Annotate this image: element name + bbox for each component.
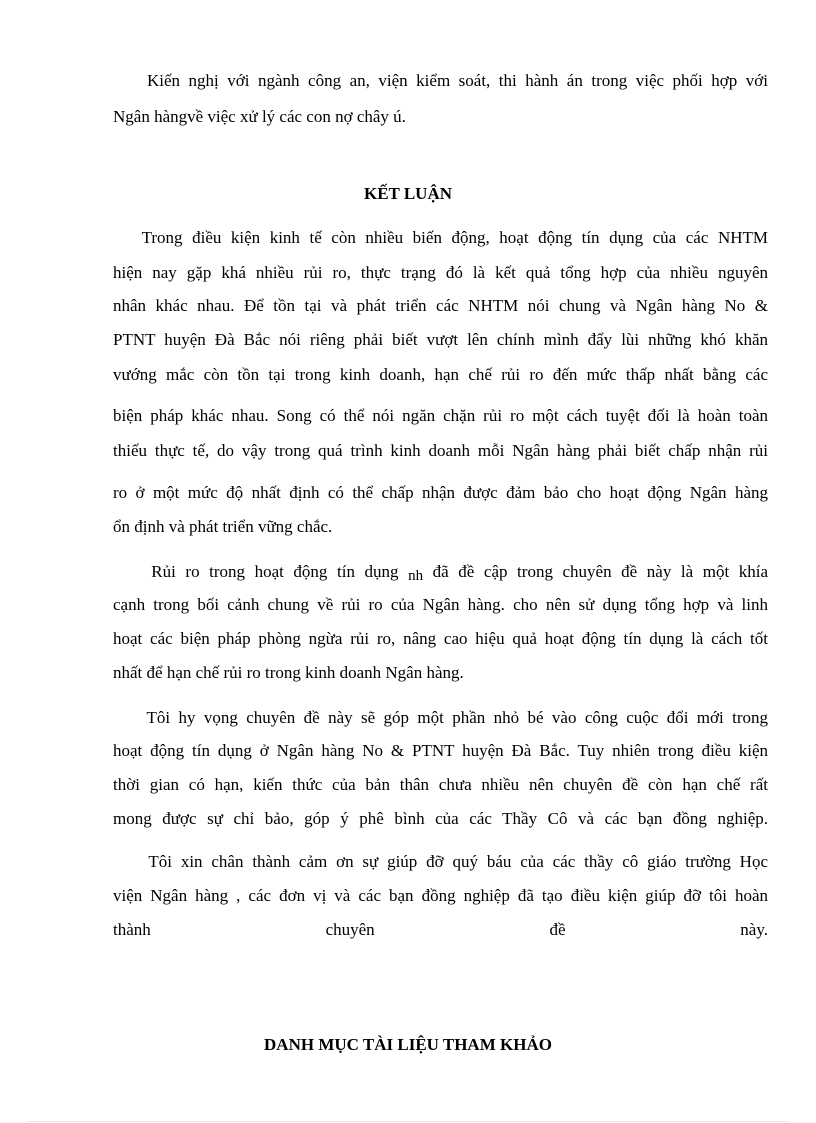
paragraph-5-line-1: Tôi xin chân thành cảm ơn sự giúp đỡ quý báu của các thầy cô giáo trường Học (113, 852, 768, 871)
paragraph-4-line-2: hoạt động tín dụng ở Ngân hàng No & PTNT huyện Đà Bắc. Tuy nhiên trong điều kiện (113, 741, 768, 760)
paragraph-4-line-4: mong được sự chỉ bảo, góp ý phê bình của các Thầy Cô và các bạn đồng nghiệp. (113, 809, 768, 828)
paragraph-3-line-1 (113, 561, 768, 583)
paragraph-2-line-4: PTNT huyện Đà Bắc nói riêng phải biết vượt lên chính mình đẩy lùi những khó khăn (113, 330, 768, 349)
paragraph-3-line-1-start: Rủi ro trong hoạt động tín dụng (113, 562, 399, 581)
paragraph-5-line-3: thành chuyên đề này. (113, 920, 768, 939)
paragraph-3-line-1-sub: nh (408, 568, 424, 584)
conclusion-heading: KẾT LUẬN (363, 184, 452, 203)
paragraph-2-line-1: Trong điều kiện kinh tế còn nhiều biến động, hoạt động tín dụng của các NHTM (113, 228, 768, 247)
paragraph-4-line-3: thời gian có hạn, kiến thức của bản thân chưa nhiều nên chuyên đề còn hạn chế rất (113, 775, 768, 794)
paragraph-2-line-3: nhân khác nhau. Để tồn tại và phát triển các NHTM nói chung và Ngân hàng No & (113, 296, 768, 315)
paragraph-1-line-2: Ngân hàngvề việc xử lý các con nợ chây ú. (113, 107, 406, 126)
paragraph-5-line-2: viện Ngân hàng , các đơn vị và các bạn đồng nghiệp đã tạo điều kiện giúp đỡ tôi hoàn (113, 886, 768, 905)
paragraph-2-line-5: vướng mắc còn tồn tại trong kinh doanh, hạn chế rủi ro đến mức thấp nhất bằng các (113, 365, 768, 384)
paragraph-2-line-2: hiện nay gặp khá nhiều rủi ro, thực trạng đó là kết quả tổng hợp của nhiều nguyên (113, 263, 768, 282)
references-heading: DANH MỤC TÀI LIỆU THAM KHẢO (264, 1035, 552, 1054)
paragraph-1-line-1: Kiến nghị với ngành công an, viện kiểm soát, thi hành án trong việc phối hợp với (113, 71, 768, 90)
paragraph-3-line-2: cạnh trong bối cảnh chung về rủi ro của Ngân hàng. cho nên sử dụng tổng hợp và linh (113, 595, 768, 614)
paragraph-3-line-4: nhất để hạn chế rủi ro trong kinh doanh Ngân hàng. (113, 663, 464, 682)
paragraph-2-line-7: thiếu thực tế, do vậy trong quá trình kinh doanh mỗi Ngân hàng phải biết chấp nhận rủi (113, 441, 768, 460)
page-bottom-border (28, 1121, 788, 1122)
paragraph-2-line-6: biện pháp khác nhau. Song có thể nói ngăn chặn rủi ro một cách tuyệt đối là hoàn toàn (113, 406, 768, 425)
paragraph-3-line-3: hoạt các biện pháp phòng ngừa rủi ro, nâng cao hiệu quả hoạt động tín dụng là cách tốt (113, 629, 768, 648)
paragraph-3-line-1-end: đã đề cập trong chuyên đề này là một khía (432, 562, 769, 581)
paragraph-4-line-1: Tôi hy vọng chuyên đề này sẽ góp một phần nhỏ bé vào công cuộc đổi mới trong (113, 708, 768, 727)
paragraph-2-line-8: ro ở một mức độ nhất định có thể chấp nhận được đảm bảo cho hoạt động Ngân hàng (113, 483, 768, 502)
paragraph-2-line-9: ổn định và phát triển vững chắc. (113, 517, 333, 536)
